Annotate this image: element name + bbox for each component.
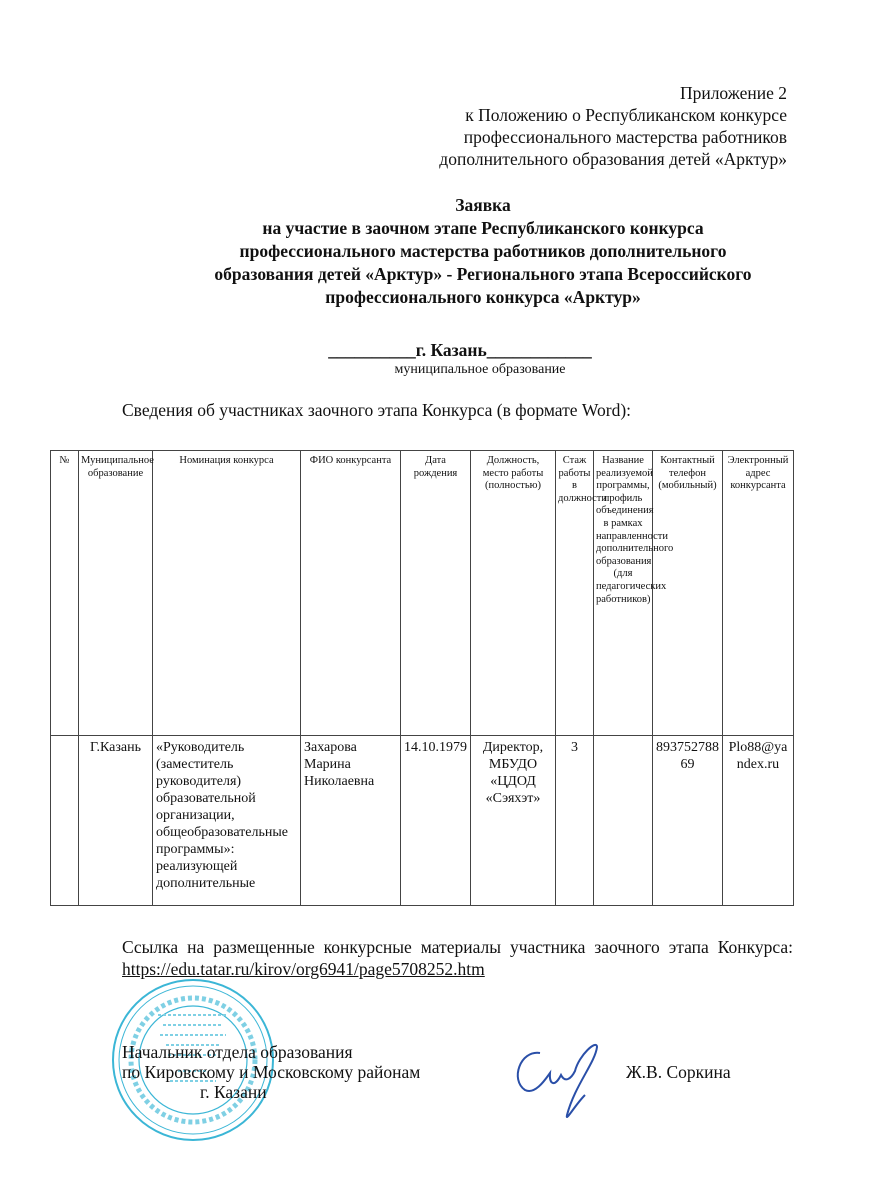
cell-program — [594, 736, 653, 906]
materials-link[interactable]: https://edu.tatar.ru/kirov/org6941/page5708252.htm — [122, 959, 485, 979]
link-label: Ссылка на размещенные конкурсные материалы участника заочного этапа Конкурса: — [122, 937, 793, 957]
cell-name: Захарова Марина Николаевна — [301, 736, 401, 906]
cell-position: Директор, МБУДО «ЦДОД «Сэяхэт» — [471, 736, 556, 906]
cell-experience: 3 — [556, 736, 594, 906]
municipality-value: __________г. Казань____________ — [328, 340, 592, 360]
document-title — [140, 194, 826, 309]
signatory-line: Начальник отдела образования — [122, 1042, 353, 1062]
title-line: Заявка — [455, 195, 511, 215]
intro-text: Сведения об участниках заочного этапа Конкурса (в формате Word): — [122, 400, 632, 420]
annex-line: Приложение 2 — [679, 83, 787, 103]
signatory-block — [122, 1042, 420, 1102]
header-cell: Название реализуемой программы, профиль объединения в рамках направленности дополнительного образования (для педагогических работников) — [594, 451, 653, 736]
title-line: профессионального мастерства работников дополнительного — [239, 241, 727, 261]
header-cell: Электронный адрес конкурсанта — [723, 451, 794, 736]
municipality-caption: муниципальное образование — [394, 362, 566, 377]
participants-table — [50, 450, 794, 906]
annex-line: к Положению о Республиканском конкурсе — [465, 105, 787, 125]
annex-line: дополнительного образования детей «Арктур» — [439, 149, 787, 169]
annex-line: профессионального мастерства работников — [463, 127, 787, 147]
cell-nomination: «Руководитель (заместитель руководителя) образовательной организации, общеобразовательные программы»: реализующей дополнительные — [153, 736, 301, 906]
signatory-name: Ж.В. Соркина — [626, 1062, 731, 1082]
annex-header — [439, 82, 787, 170]
cell-number — [51, 736, 79, 906]
header-cell: ФИО конкурсанта — [301, 451, 401, 736]
title-line: образования детей «Арктур» - Регионального этапа Всероссийского — [214, 264, 752, 284]
header-cell: № — [51, 451, 79, 736]
table-row — [51, 736, 794, 906]
materials-link-paragraph — [122, 936, 793, 980]
handwritten-signature — [505, 1035, 615, 1125]
signatory-line: г. Казани — [200, 1082, 267, 1102]
header-cell: Стаж работы в должности — [556, 451, 594, 736]
cell-municipality: Г.Казань — [79, 736, 153, 906]
title-line: на участие в заочном этапе Республиканского конкурса — [262, 218, 704, 238]
signatory-line: по Кировскому и Московскому районам — [122, 1062, 421, 1082]
header-cell: Должность, место работы (полностью) — [471, 451, 556, 736]
header-cell: Контактный телефон (мобильный) — [653, 451, 723, 736]
title-line: профессионального конкурса «Арктур» — [325, 287, 641, 307]
header-cell: Номинация конкурса — [153, 451, 301, 736]
header-cell: Муниципальное образование — [79, 451, 153, 736]
table-header-row — [51, 451, 794, 736]
cell-birthdate: 14.10.1979 — [401, 736, 471, 906]
cell-email: Plo88@yandex.ru — [723, 736, 794, 906]
cell-phone: 89375278869 — [653, 736, 723, 906]
header-cell: Дата рождения — [401, 451, 471, 736]
